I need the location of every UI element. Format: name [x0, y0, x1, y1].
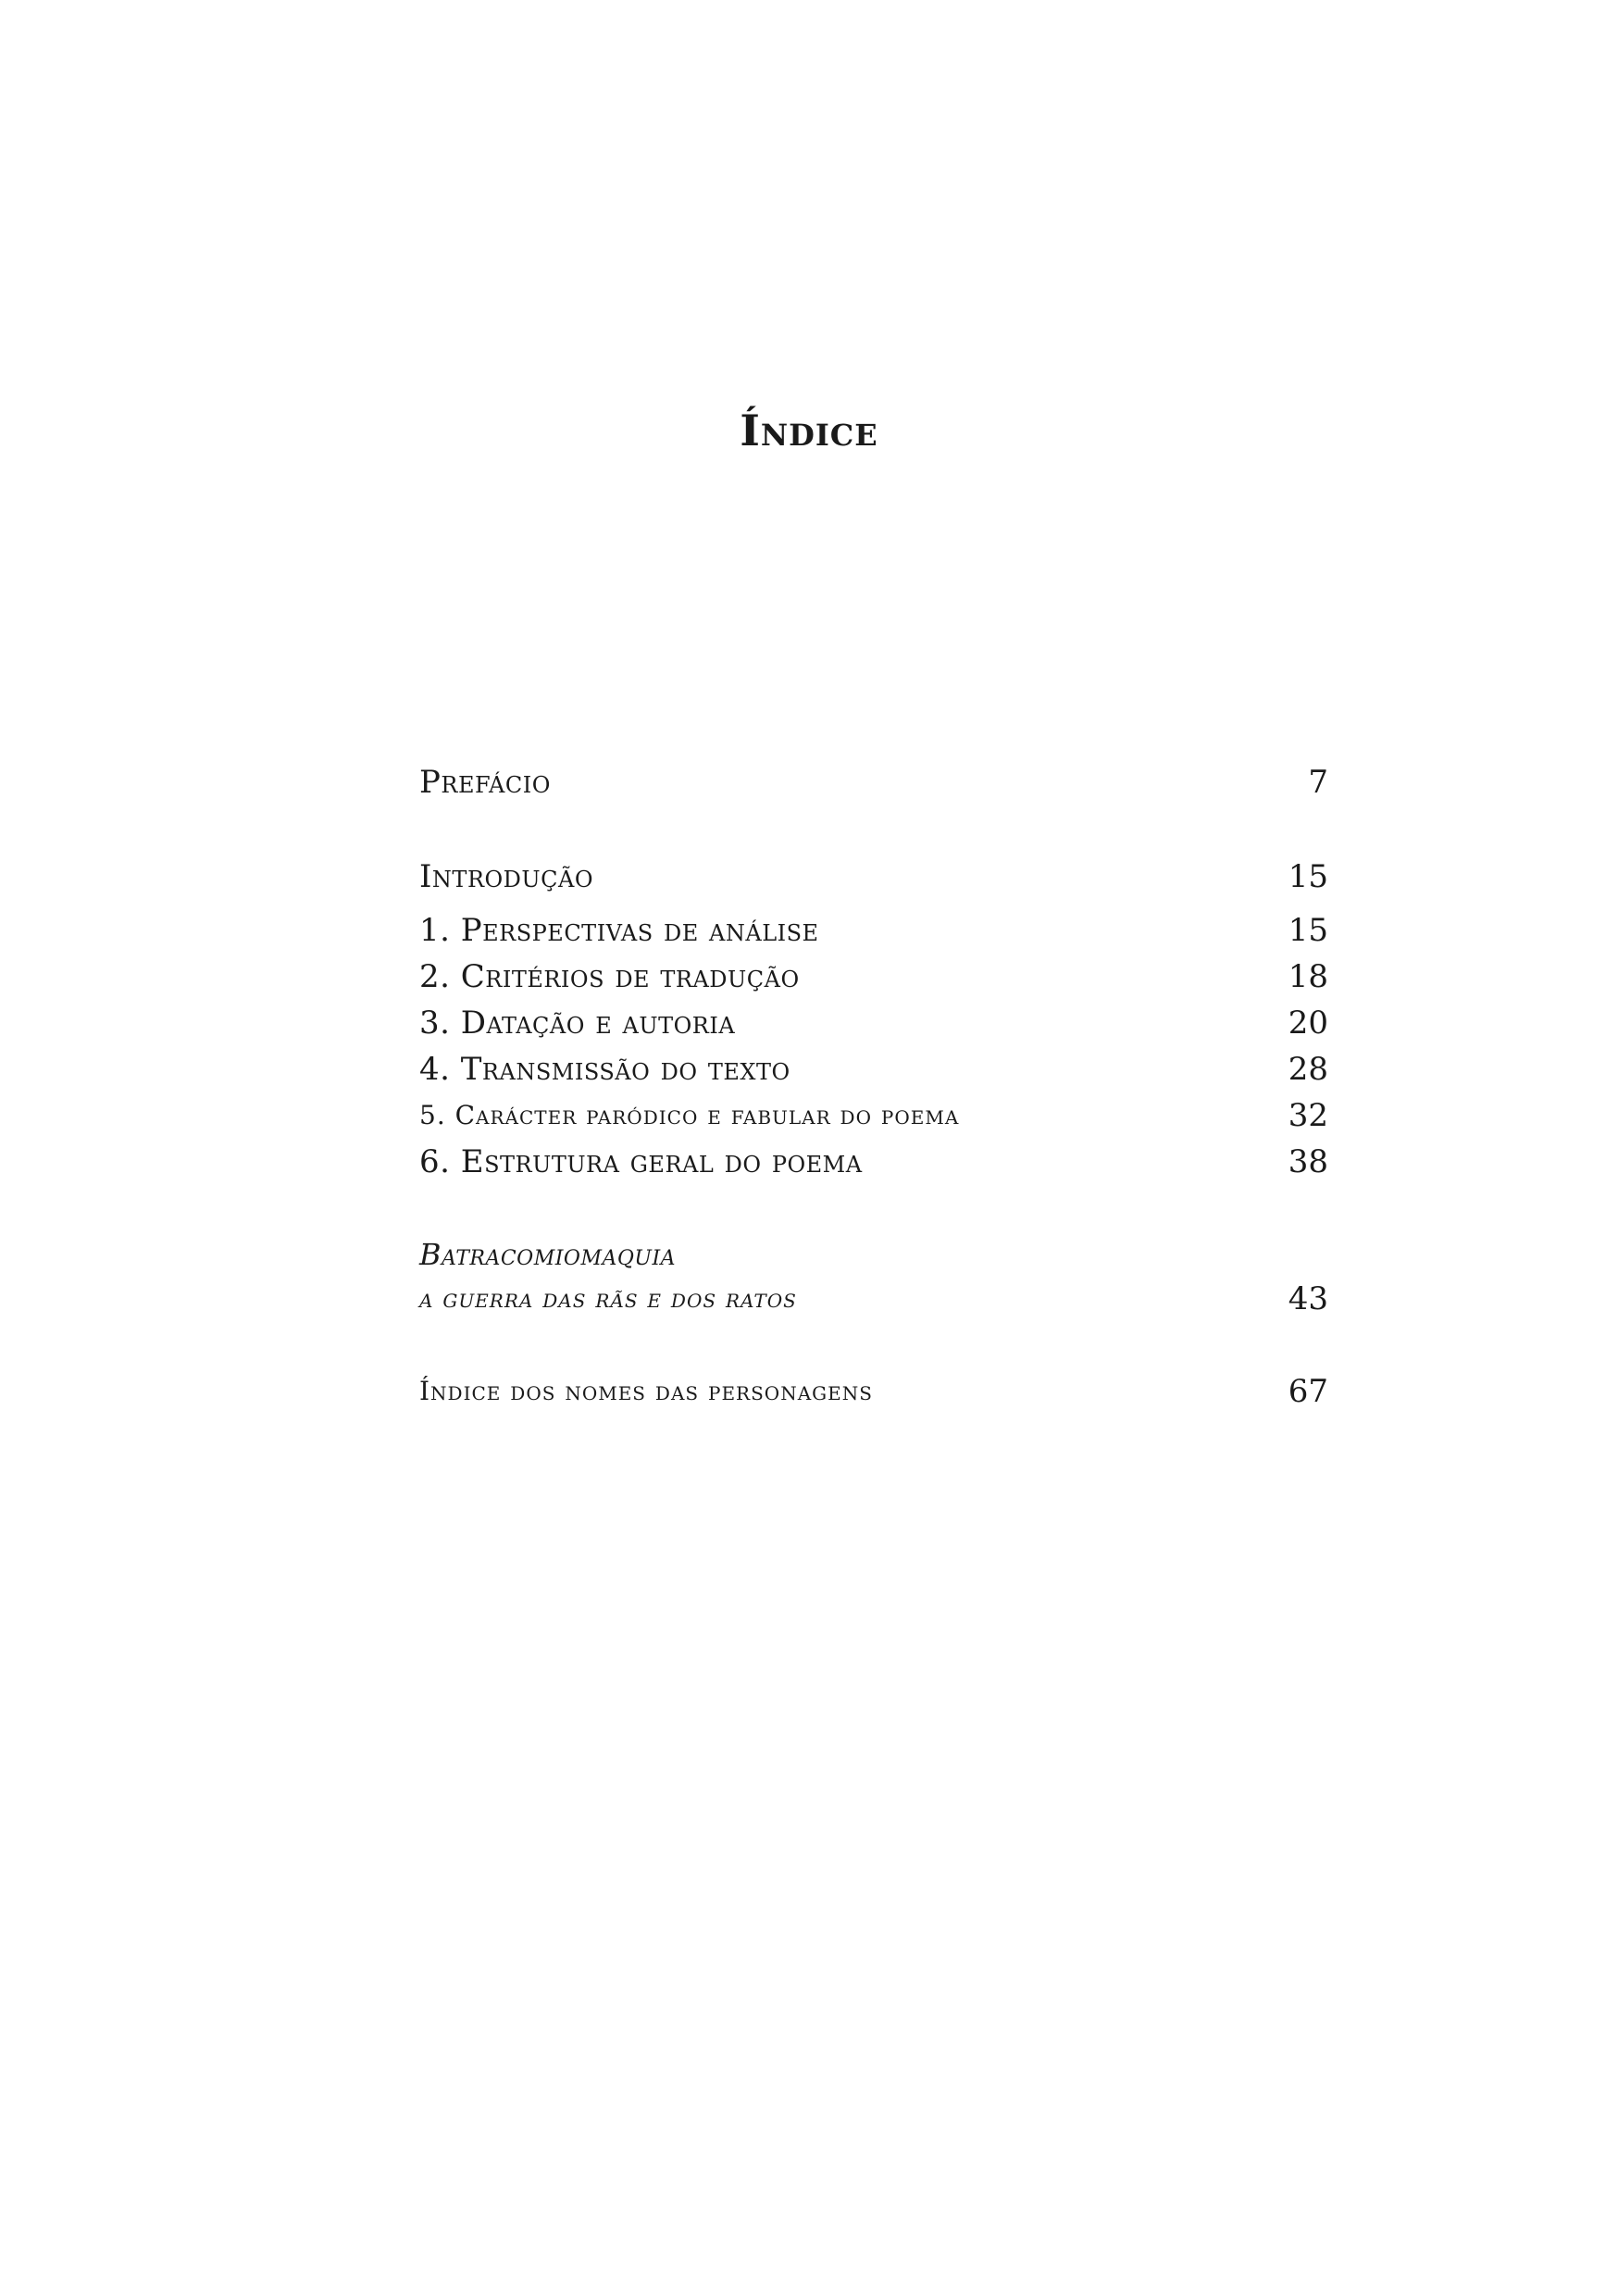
- toc-entry-datacao[interactable]: [419, 1000, 1328, 1046]
- toc-entry-page: 15: [1288, 912, 1328, 949]
- toc-entry-batracomiomaquia[interactable]: [419, 1231, 1328, 1278]
- toc-entry-label: Introdução: [419, 858, 594, 895]
- toc-entry-label: 4. Transmissão do texto: [419, 1051, 790, 1088]
- toc-entry-page: 15: [1288, 858, 1328, 895]
- toc-entry-perspectivas[interactable]: [419, 907, 1328, 954]
- toc-entry-label: Índice dos nomes das personagens: [419, 1376, 873, 1406]
- toc-entry-page: 20: [1288, 1004, 1328, 1042]
- toc-entry-transmissao[interactable]: [419, 1046, 1328, 1092]
- toc-entry-page: 43: [1288, 1280, 1328, 1317]
- toc-entry-page: 18: [1288, 958, 1328, 995]
- toc-entry-indice-nomes[interactable]: [419, 1368, 1328, 1415]
- toc-entry-label: 6. Estrutura geral do poema: [419, 1143, 863, 1180]
- toc-entry-label: Batracomiomaquia: [419, 1237, 677, 1272]
- page-title: Índice: [740, 406, 878, 455]
- toc-entry-page: 28: [1288, 1051, 1328, 1088]
- toc-entry-criterios[interactable]: [419, 954, 1328, 1000]
- toc-entry-prefacio[interactable]: [419, 759, 1328, 805]
- toc-entry-page: 7: [1308, 764, 1328, 801]
- toc-entry-introducao[interactable]: [419, 854, 1328, 900]
- toc-entry-page: 32: [1288, 1097, 1328, 1134]
- toc-entry-estrutura[interactable]: [419, 1139, 1328, 1185]
- toc-entry-caracter[interactable]: [419, 1092, 1328, 1139]
- toc-entry-page: 38: [1288, 1143, 1328, 1180]
- toc-entry-label: Prefácio: [419, 764, 551, 801]
- toc-entry-subtitle[interactable]: [419, 1276, 1328, 1322]
- toc-entry-label: 3. Datação e autoria: [419, 1004, 736, 1042]
- toc-entry-page: 67: [1288, 1373, 1328, 1410]
- toc-entry-label: 1. Perspectivas de análise: [419, 912, 819, 949]
- toc-entry-label: a guerra das rãs e dos ratos: [419, 1283, 797, 1314]
- toc-entry-label: 5. Carácter paródico e fabular do poema: [419, 1100, 960, 1130]
- toc-entry-label: 2. Critérios de tradução: [419, 958, 800, 995]
